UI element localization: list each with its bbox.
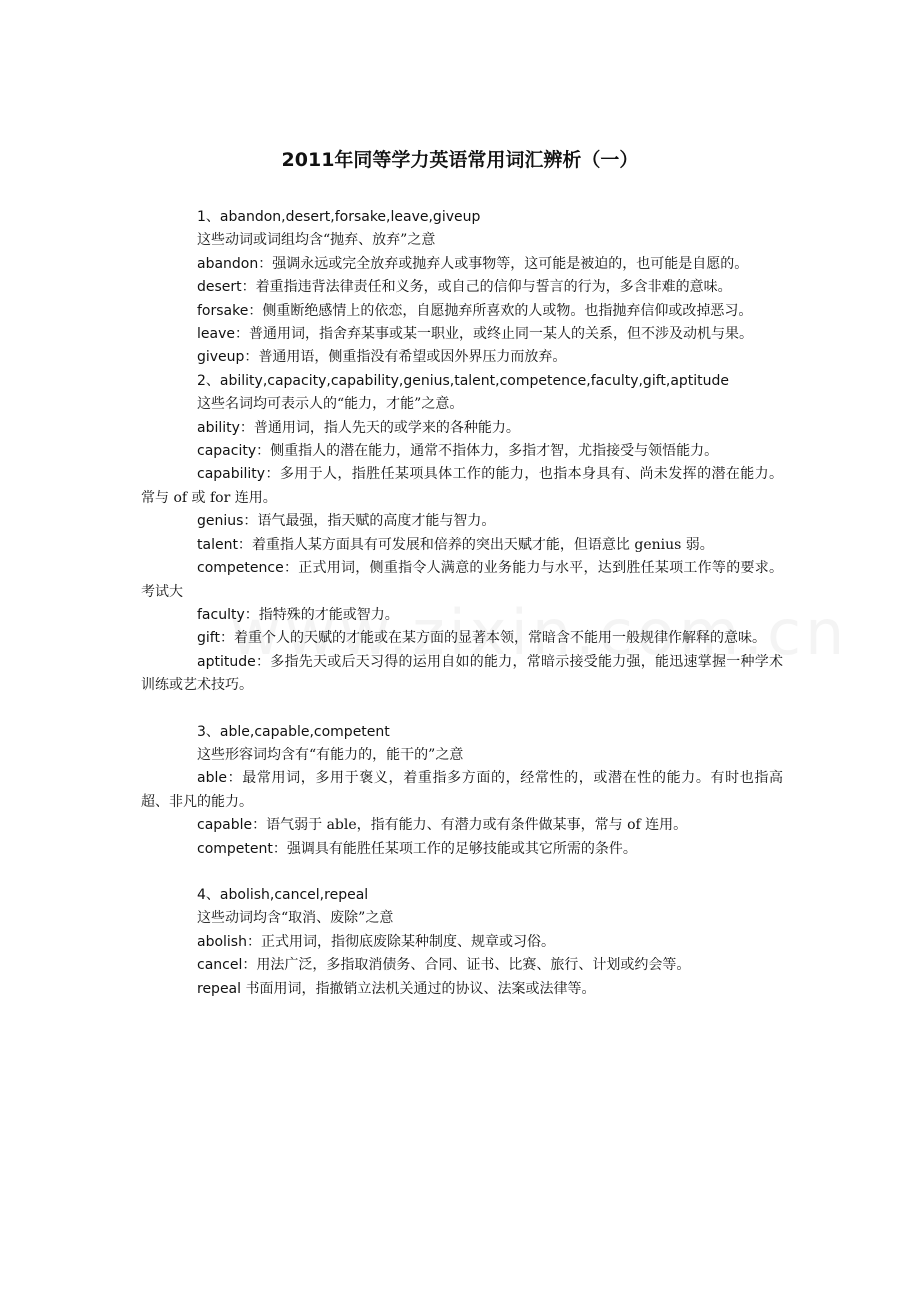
section-intro: 这些形容词均含有“有能力的，能干的”之意 <box>197 746 464 763</box>
section-4 <box>141 884 783 1001</box>
entry <box>141 463 783 510</box>
entry <box>141 346 783 369</box>
page-title: 2011年同等学力英语常用词汇辨析（一） <box>281 149 639 171</box>
entry-term: competence： <box>197 560 299 577</box>
entry <box>141 440 783 463</box>
section-intro: 这些动词均含“取消、废除”之意 <box>197 910 394 927</box>
entry <box>141 417 783 440</box>
section-1 <box>141 206 783 370</box>
entry-text: 着重个人的天赋的才能或在某方面的显著本领，常暗含不能用一般规律作解释的意味。 <box>233 630 766 647</box>
entry <box>141 767 783 814</box>
section-heading: 2、ability,capacity,capability,genius,talent,competence,faculty,gift,aptitude <box>197 372 730 389</box>
entry-text: 指特殊的才能或智力。 <box>258 606 399 623</box>
entry-term: capacity： <box>197 443 271 460</box>
section-intro: 这些动词或词组均含“抛弃、放弃”之意 <box>197 232 436 249</box>
entry-text: 多用于人，指胜任某项具体工作的能力，也指本身具有、尚未发挥的潜在能力。常与 of 或 for 连用。 <box>141 466 784 506</box>
entry <box>141 510 783 533</box>
entry-term: faculty： <box>197 606 259 623</box>
entry-text: 语气最强，指天赋的高度才能与智力。 <box>257 513 496 530</box>
blank-line <box>141 698 783 721</box>
entry-text: 最常用词，多用于褒义，着重指多方面的，经常性的，或潜在性的能力。有时也指高超、非凡的能力。 <box>141 770 783 810</box>
entry-text: 正式用词，指彻底废除某种制度、规章或习俗。 <box>260 933 555 950</box>
entry-text: 用法广泛，多指取消债务、合同、证书、比赛、旅行、计划或约会等。 <box>256 957 691 974</box>
entry-term: able： <box>197 770 243 787</box>
entry-term: genius： <box>197 513 258 530</box>
entry-term: abolish： <box>197 933 261 950</box>
entry-text: 着重指违背法律责任和义务，或自己的信仰与誓言的行为，多含非难的意味。 <box>255 279 732 296</box>
entry-text: 着重指人某方面具有可发展和倍养的突出天赋才能，但语意比 genius 弱。 <box>251 536 714 553</box>
entry-text: 正式用词，侧重指令人满意的业务能力与水平，达到胜任某项工作等的要求。考试大 <box>141 560 783 600</box>
entry <box>141 300 783 323</box>
entry <box>141 954 783 977</box>
entry <box>141 557 783 604</box>
entry-term: talent： <box>197 536 252 553</box>
entry-text: 强调永远或完全放弃或抛弃人或事物等，这可能是被迫的，也可能是自愿的。 <box>272 255 749 272</box>
entry <box>141 931 783 954</box>
entry <box>141 534 783 557</box>
section-heading: 4、abolish,cancel,repeal <box>197 886 369 903</box>
entry <box>141 627 783 650</box>
entry <box>141 814 783 837</box>
section-intro: 这些名词均可表示人的“能力，才能”之意。 <box>197 396 464 413</box>
entry-text: 强调具有能胜任某项工作的足够技能或其它所需的条件。 <box>286 840 637 857</box>
entry-text: 多指先天或后天习得的运用自如的能力，常暗示接受能力强，能迅速掌握一种学术训练或艺术技巧。 <box>141 653 783 694</box>
entry-text: 普通用词，指人先天的或学来的各种能力。 <box>253 419 520 436</box>
entry-text: 侧重指人的潜在能力，通常不指体力，多指才智，尤指接受与领悟能力。 <box>270 443 719 460</box>
entry-term: repeal <box>197 980 246 997</box>
entry-term: forsake： <box>197 302 263 319</box>
entry-text: 语气弱于 able，指有能力、有潜力或有条件做某事，常与 of 连用。 <box>266 817 688 834</box>
entry <box>141 253 783 276</box>
entry <box>141 651 783 698</box>
section-heading: 3、able,capable,competent <box>197 723 390 740</box>
section-3 <box>141 721 783 861</box>
entry <box>141 323 783 346</box>
entry-term: desert： <box>197 279 256 296</box>
entry-term: giveup： <box>197 349 259 366</box>
entry-term: capable： <box>197 817 267 834</box>
document-body <box>141 206 783 1001</box>
entry-term: leave： <box>197 326 249 343</box>
entry-text: 普通用语，侧重指没有希望或因外界压力而放弃。 <box>258 349 567 366</box>
entry <box>141 838 783 861</box>
entry-term: cancel： <box>197 957 257 974</box>
entry-text: 普通用词，指舍弃某事或某一职业，或终止同一某人的关系，但不涉及动机与果。 <box>248 326 753 343</box>
entry <box>141 604 783 627</box>
entry-text: 侧重断绝感情上的依恋，自愿抛弃所喜欢的人或物。也指抛弃信仰或改掉恶习。 <box>262 302 753 319</box>
section-2 <box>141 370 783 698</box>
section-heading: 1、abandon,desert,forsake,leave,giveup <box>197 209 481 225</box>
blank-line <box>141 861 783 884</box>
entry-text: 书面用词，指撤销立法机关通过的协议、法案或法律等。 <box>245 980 596 997</box>
entry-term: aptitude： <box>197 653 271 670</box>
entry-term: ability： <box>197 419 254 436</box>
entry-term: gift： <box>197 630 234 647</box>
entry-term: abandon： <box>197 255 273 272</box>
entry-term: capability： <box>197 466 280 483</box>
entry-term: competent： <box>197 840 287 857</box>
entry <box>141 978 783 1001</box>
entry <box>141 276 783 299</box>
